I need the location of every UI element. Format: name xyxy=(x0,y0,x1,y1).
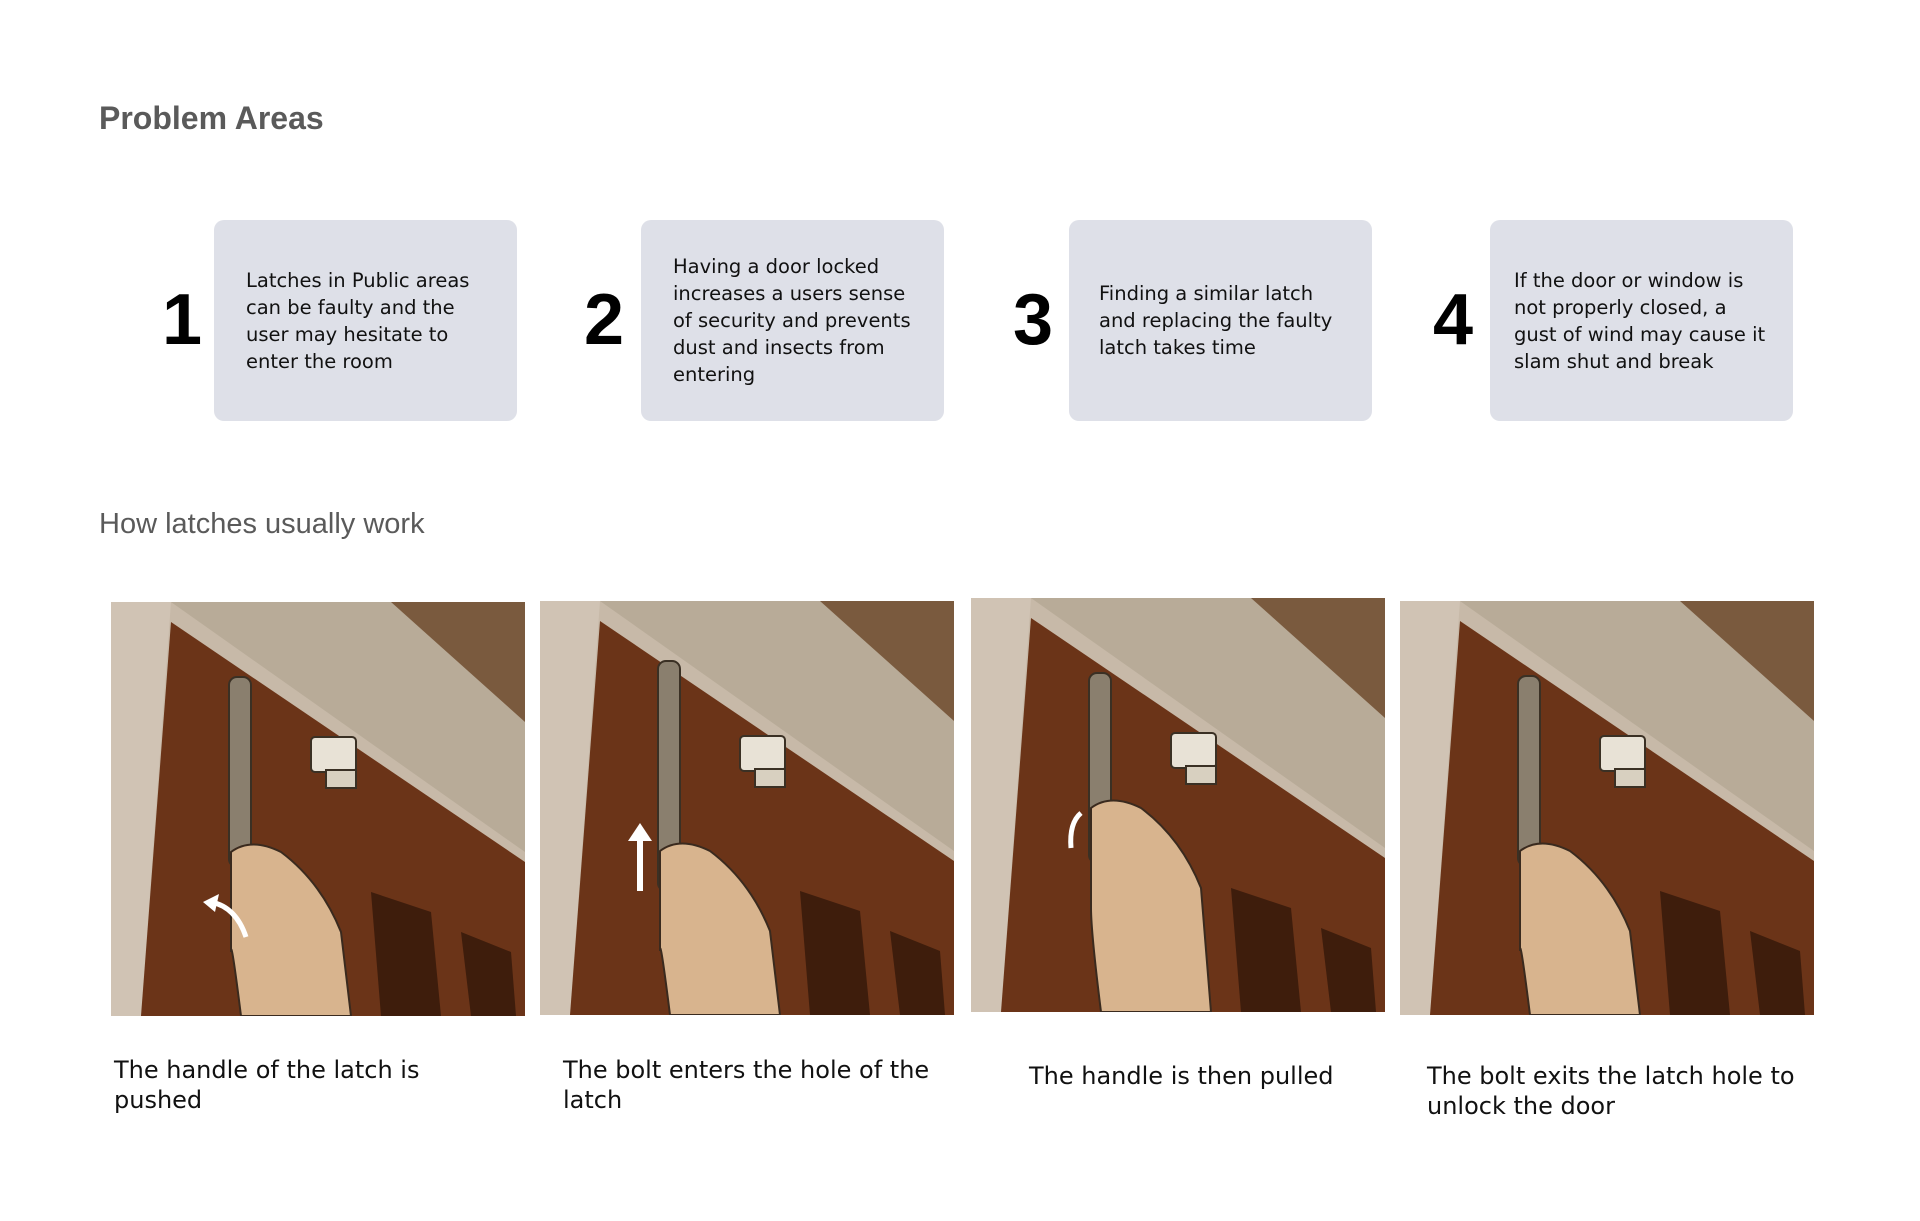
step-illustration xyxy=(540,601,954,1015)
step-illustration xyxy=(111,602,525,1016)
problem-text: If the door or window is not properly closed, a gust of wind may cause it slam shut and break xyxy=(1514,268,1766,373)
page-title: Problem Areas xyxy=(99,100,324,136)
section-heading: How latches usually work xyxy=(99,508,425,540)
step-illustration xyxy=(971,598,1385,1012)
problem-number: 2 xyxy=(584,280,625,360)
latch-illustration xyxy=(971,598,1385,1012)
problem-card xyxy=(214,220,517,421)
problem-text: Finding a similar latch and replacing the faulty latch takes time xyxy=(1099,282,1333,359)
latch-illustration xyxy=(111,602,525,1016)
latch-illustration xyxy=(540,601,954,1015)
problem-number: 1 xyxy=(162,280,203,360)
step-illustration xyxy=(1400,601,1814,1015)
problem-number: 4 xyxy=(1433,280,1474,360)
step-caption: The handle of the latch is pushed xyxy=(114,1056,420,1114)
problem-card xyxy=(641,220,944,421)
problem-text: Having a door locked increases a users sense of security and prevents dust and insects from entering xyxy=(673,255,911,386)
problem-card xyxy=(1490,220,1793,421)
latch-illustration xyxy=(1400,601,1814,1015)
step-caption: The bolt exits the latch hole to unlock the door xyxy=(1427,1062,1795,1120)
problem-text: Latches in Public areas can be faulty and the user may hesitate to enter the room xyxy=(246,268,470,373)
step-caption: The bolt enters the hole of the latch xyxy=(563,1056,930,1114)
problem-card xyxy=(1069,220,1372,421)
problem-number: 3 xyxy=(1013,280,1054,360)
step-caption: The handle is then pulled xyxy=(1029,1062,1334,1090)
